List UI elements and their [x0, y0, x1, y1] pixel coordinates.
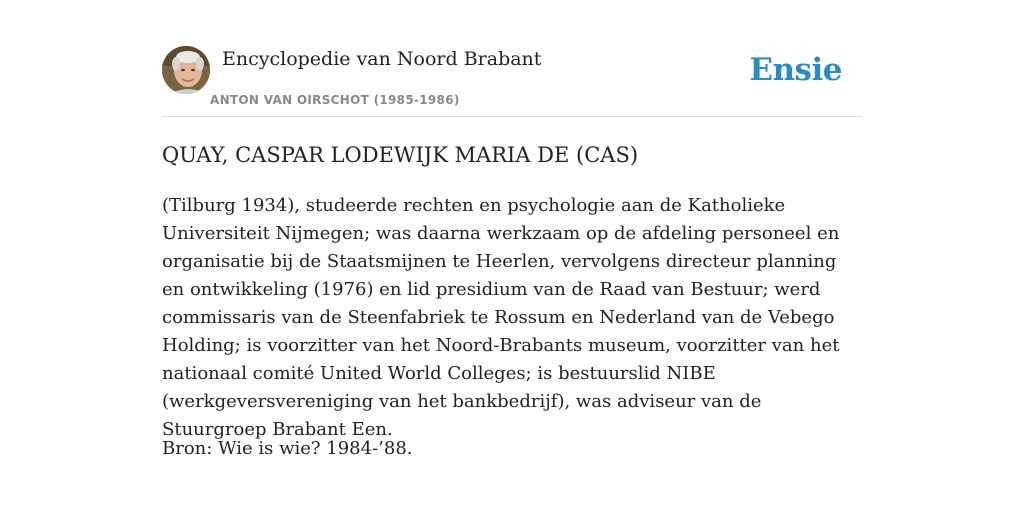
entry-title: QUAY, CASPAR LODEWIJK MARIA DE (CAS)	[162, 143, 639, 167]
entry-body: (Tilburg 1934), studeerde rechten en psychologie aan de Katholieke Universiteit Nijmegen; was daarna werkzaam op de afdeling personeel en organisatie bij de Staatsmijnen te Heerlen, vervolgens directeur planning en ontwikkeling (1976) en lid presidium van de Raad van Bestuur; werd commissaris van de Steenfabriek te Rossum en Nederland van de Vebego Holding; is voorzitter van het Noord-Brabants museum, voorzitter van het nationaal comité United World Colleges; is bestuurslid NIBE (werkgeversvereniging van het bankbedrijf), was adviseur van de Stuurgroep Brabant Een.	[162, 195, 840, 440]
ensie-logo[interactable]: Ensie	[749, 52, 842, 88]
book-title[interactable]: Encyclopedie van Noord Brabant	[222, 48, 542, 70]
entry-source: Bron: Wie is wie? 1984-’88.	[162, 438, 413, 459]
author-name[interactable]: ANTON VAN OIRSCHOT (1985-1986)	[210, 93, 460, 107]
avatar-image	[162, 46, 210, 94]
author-avatar[interactable]	[162, 46, 210, 94]
header	[162, 46, 862, 117]
